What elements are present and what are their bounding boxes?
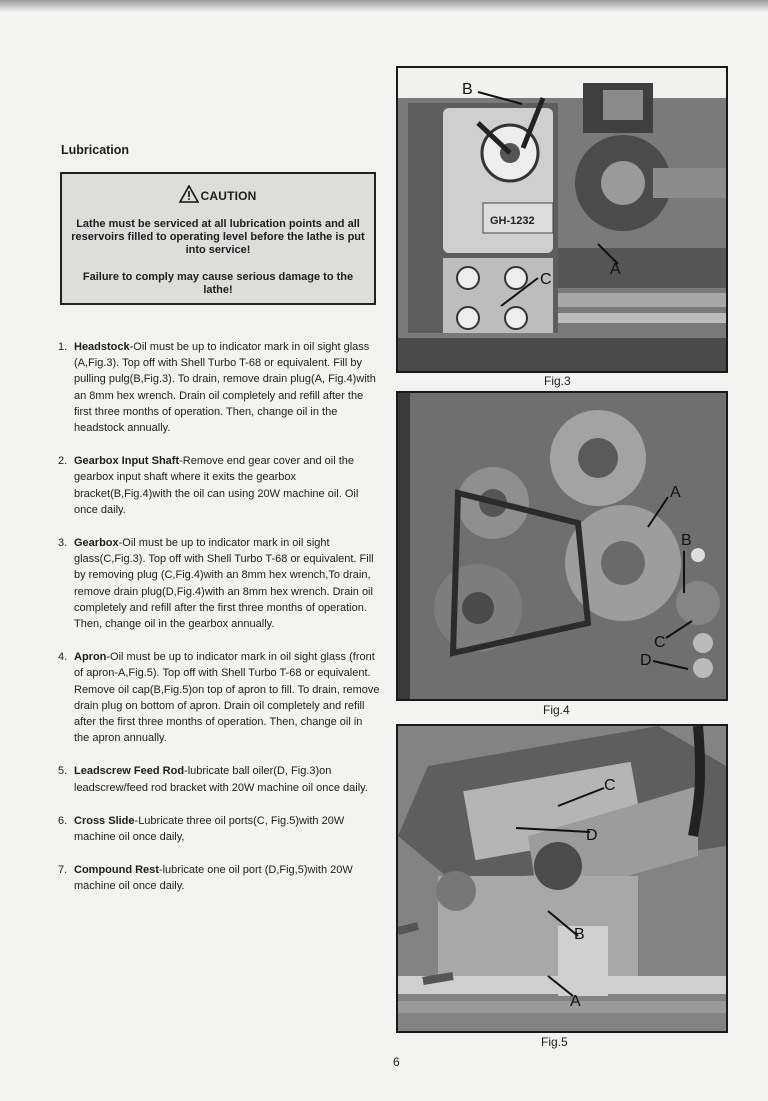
- list-item: [58, 649, 380, 746]
- item-number: 3.: [58, 537, 68, 550]
- item-text: -lubricate ball oiler(D, Fig.3)on leadscrew/feed rod bracket with 20W machine oil once daily.: [74, 765, 368, 794]
- lubrication-list: [58, 339, 380, 912]
- figure-4-photo: [396, 391, 728, 701]
- label-d: D: [586, 827, 598, 844]
- caution-heading: [62, 185, 374, 203]
- item-text: -Remove end gear cover and oil the gearbox input shaft where it exits the gearbox bracket(B,Fig.4)with the oil can using 20W machine oil. Oil once daily.: [74, 455, 359, 516]
- label-c: C: [654, 634, 666, 651]
- item-title: Compound Rest: [74, 864, 159, 877]
- item-number: 6.: [58, 814, 68, 827]
- label-a: A: [670, 484, 681, 501]
- figure-5-photo: [396, 724, 728, 1033]
- label-d: D: [640, 652, 652, 669]
- scan-edge-shadow: [0, 0, 768, 12]
- page-number: 6: [393, 1055, 400, 1069]
- item-number: 7.: [58, 864, 68, 877]
- list-item: [58, 813, 380, 845]
- item-number: 1.: [58, 341, 68, 353]
- figure-5-caption: Fig.5: [541, 1035, 568, 1049]
- caution-text-2: Failure to comply may cause serious damage to the lathe!: [82, 271, 354, 296]
- list-item: [58, 763, 380, 795]
- caution-text-1: Lathe must be serviced at all lubrication points and all reservoirs filled to operating level before the lathe is put into service!: [71, 218, 365, 256]
- item-title: Gearbox Input Shaft: [74, 455, 180, 468]
- item-text: -Oil must be up to indicator mark in oil sight glass (A,Fig.3). Top off with Shell Turbo T-68 or equivalent. Fill by pulling pulg(B,Fig.3). To drain, remove drain plug(A, Fig.4)with an 8mm hex wrench. Drain oil completely and refill after the first three months of operation. Then, change oil in the headstock annually.: [74, 341, 376, 435]
- item-title: Gearbox: [74, 537, 119, 550]
- item-title: Apron: [74, 651, 107, 664]
- label-b: B: [574, 926, 585, 943]
- item-text: -lubricate one oil port (D,Fig,5)with 20W machine oil once daily.: [74, 864, 353, 893]
- item-text: -Lubricate three oil ports(C, Fig.5)with 20W machine oil once daily,: [74, 814, 345, 844]
- label-a: A: [570, 993, 581, 1010]
- list-item: [58, 339, 380, 436]
- label-b: B: [681, 532, 692, 549]
- figure-3-photo: [396, 66, 728, 373]
- caution-box: [60, 172, 376, 305]
- list-item: [58, 453, 380, 518]
- figure-4-caption: Fig.4: [543, 703, 570, 717]
- item-title: Headstock: [74, 341, 130, 353]
- label-a: A: [610, 261, 621, 278]
- nameplate-text: GH-1232: [490, 215, 535, 227]
- gearbox-illustration: [398, 393, 726, 699]
- caution-heading-text: CAUTION: [200, 189, 257, 203]
- list-item: [58, 535, 380, 632]
- label-b: B: [462, 81, 473, 98]
- warning-triangle-icon: [179, 185, 199, 203]
- label-c: C: [540, 271, 552, 288]
- label-c: C: [604, 777, 616, 794]
- item-text: -Oil must be up to indicator mark in oil sight glass (front of apron-A,Fig.5). Top off with Shell Turbo T-68 or equivalent. Remove oil cap(B,Fig.5)on top of apron to fill. To drain, remove drain plug on bottom of apron. Drain oil completely and refill after the first three months of operation. Then, change oil in the apron annually.: [74, 651, 380, 745]
- section-title: Lubrication: [61, 143, 130, 157]
- item-text: -Oil must be up to indicator mark in oil sight glass(C,Fig.3). Top off with Shell Turbo T-68 or equivalent. Fill by removing plug (C,Fig.4)with an 8mm hex wrench,To drain, remove drain plug(D,Fig.4)with an 8mm hex wrench. Drain oil completely and refill after the first three months of operation. Then, change oil in the gearbox annually.: [74, 537, 374, 631]
- item-number: 5.: [58, 765, 68, 778]
- list-item: [58, 862, 380, 894]
- item-number: 2.: [58, 455, 68, 468]
- figure-3-caption: Fig.3: [544, 374, 571, 388]
- lathe-headstock-illustration: [398, 68, 726, 371]
- apron-carriage-illustration: [398, 726, 726, 1031]
- item-title: Leadscrew Feed Rod: [74, 765, 185, 778]
- item-title: Cross Slide: [74, 814, 135, 827]
- item-number: 4.: [58, 651, 68, 664]
